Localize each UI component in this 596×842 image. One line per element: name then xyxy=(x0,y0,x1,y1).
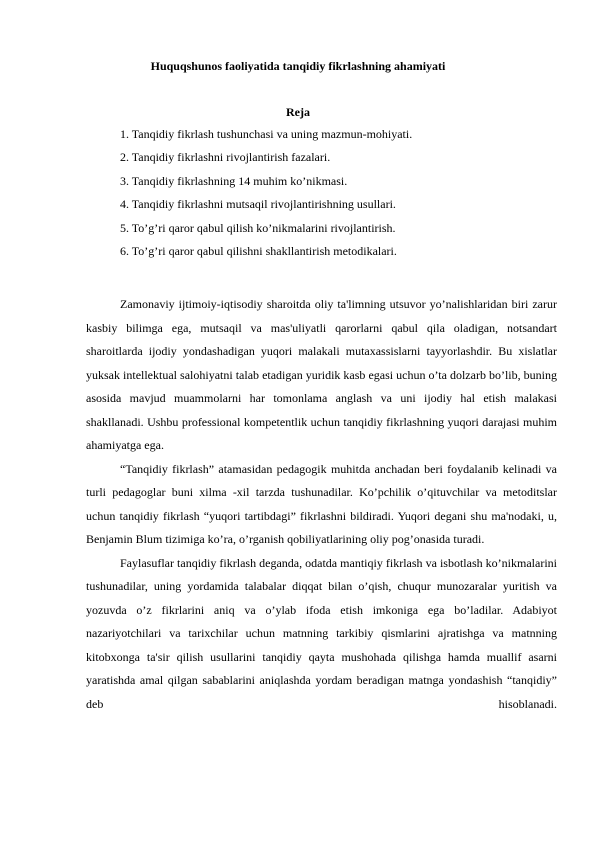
plan-item: 3. Tanqidiy fikrlashning 14 muhim ko’nikmasi. xyxy=(120,173,348,188)
plan-item: 1. Tanqidiy fikrlash tushunchasi va uning mazmun-mohiyati. xyxy=(120,127,413,141)
plan-heading: Reja xyxy=(286,105,310,119)
plan-list xyxy=(120,126,412,266)
plan-item: 2. Tanqidiy fikrlashni rivojlantirish fazalari. xyxy=(120,150,331,165)
plan-item: 4. Tanqidiy fikrlashni mutsaqil rivojlantirishning usullari. xyxy=(120,197,396,212)
plan-item: 5. To’g’ri qaror qabul qilish ko’nikmalarini rivojlantirish. xyxy=(120,220,396,235)
document-title: Huquqshunos faoliyatida tanqidiy fikrlashning ahamiyati xyxy=(150,59,446,73)
paragraph: Faylasuflar tanqidiy fikrlash deganda, odatda mantiqiy fikrlash va isbotlash ko’nikmalarini tushunadilar, uning yordamida talabalar diqqat bilan o’qish, chuqur munozaralar yuritish va yozuvda o’z fikrlarini aniq va o’ylab ifoda etish imkoniga ega bo’ladilar. Adabiyot nazariyotchilari va tarixchilar uchun matnning tarkibiy qismlarini ajratishga va matnning kitobxonga ta'sir qilish usullarini tanqidiy qayta mushohada qilishga hamda muallif asarni yaratishda amal qilgan sabablarini aniqlashda yordam beradigan matnga yondashish “tanqidiy” deb hisoblanadi. xyxy=(86,555,557,711)
paragraph: Zamonaviy ijtimoiy-iqtisodiy sharoitda oliy ta'limning utsuvor yo’nalishlaridan biri zarur kasbiy bilimga ega, mutsaqil va mas'uliyatli qarorlarni qabul qila oladigan, notsandart sharoitlarda ijodiy yondashadigan yuqori malakali mutaxassislarni tayyorlashdir. Bu xislatlar yuksak intellektual salohiyatni talab etadigan yuridik kasb egasi uchun o’ta dolzarb bo’lib, buning asosida mavjud muammolarni har tomonlama anglash va uni ijodiy hal etish malakasi shakllanadi. Ushbu professional kompetentlik uchun tanqidiy fikrlashning yuqori darajasi muhim ahamiyatga ega. xyxy=(86,297,557,452)
body-text xyxy=(86,293,557,716)
plan-item: 6. To’g’ri qaror qabul qilishni shakllantirish metodikalari. xyxy=(120,243,397,258)
paragraph: “Tanqidiy fikrlash” atamasidan pedagogik muhitda anchadan beri foydalanib kelinadi va turli pedagoglar buni xilma -xil tarzda tushunadilar. Ko’pchilik o’qituvchilar va metoditslar uchun tanqidiy fikrlash “yuqori tartibdagi” fikrlashni bildiradi. Yuqori degani shu ma'nodaki, u, Benjamin Blum tizimiga ko’ra, o’rganish qobiliyatlarining oliy pog’onasida turadi. xyxy=(86,461,557,546)
